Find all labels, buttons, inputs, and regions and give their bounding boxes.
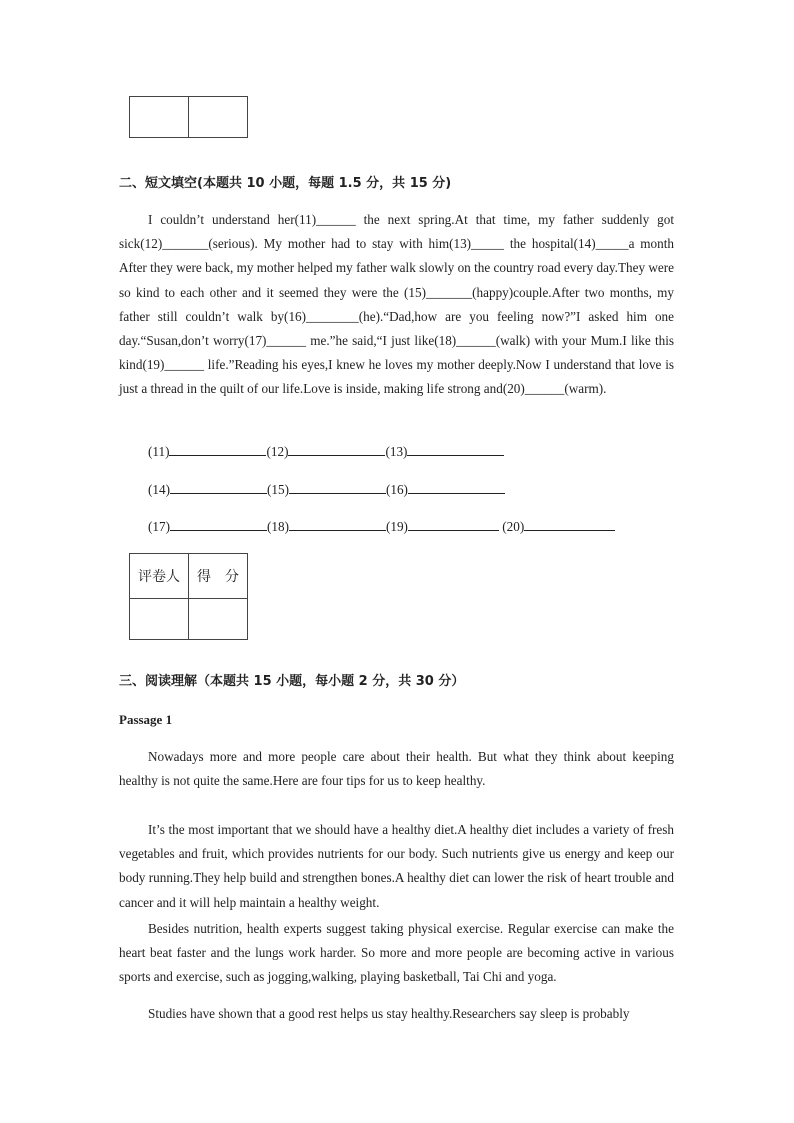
answer-blank-18[interactable] <box>289 517 386 531</box>
answer-label-18: (18) <box>266 519 289 534</box>
answer-label-19: (19) <box>385 519 408 534</box>
grader-label: 评卷人 <box>130 554 189 599</box>
answer-row-3 <box>148 517 615 535</box>
answer-label-16: (16) <box>385 482 408 497</box>
answer-label-13: (13) <box>385 444 408 459</box>
answer-blank-16[interactable] <box>408 480 505 494</box>
answer-blank-12[interactable] <box>288 442 385 456</box>
answer-blank-11[interactable] <box>169 442 266 456</box>
reading-paragraph: Studies have shown that a good rest helps us stay healthy.Researchers say sleep is probably <box>148 1006 630 1021</box>
grader-cell <box>130 599 189 640</box>
score-cell <box>189 599 248 640</box>
answer-blank-13[interactable] <box>407 442 504 456</box>
score-cell-right <box>189 97 248 138</box>
passage-title: Passage 1 <box>119 712 173 727</box>
reading-paragraph: It’s the most important that we should have a healthy diet.A healthy diet includes a variety of fresh vegetables and fruit, which provides nutrients for our body. Such nutrients give us energy and keep our body running.They help build and strengthen bones.A healthy diet can lower the risk of heart trouble and cancer and it will help maintain a healthy weight. <box>119 822 674 910</box>
answer-label-20: (20) <box>502 519 525 534</box>
answer-row-1 <box>148 442 504 460</box>
answer-label-15: (15) <box>266 482 289 497</box>
score-cell-left <box>130 97 189 138</box>
section3-heading: 三、阅读理解（本题共 15 小题，每小题 2 分，共 30 分） <box>119 674 465 689</box>
answer-label-14: (14) <box>148 482 170 497</box>
answer-blank-20[interactable] <box>524 517 615 531</box>
grader-score-box <box>129 553 248 640</box>
section2-heading: 二、短文填空(本题共 10 小题，每题 1.5 分，共 15 分) <box>119 176 452 191</box>
answer-blank-14[interactable] <box>170 480 267 494</box>
answer-row-2 <box>148 480 505 498</box>
answer-label-11: (11) <box>148 444 170 459</box>
answer-blank-19[interactable] <box>408 517 499 531</box>
reading-paragraph: Besides nutrition, health experts suggest taking physical exercise. Regular exercise can make the heart beat faster and the lungs work harder. So more and more people are becoming active in various sports and exercise, such as jogging,walking, playing basketball, Tai Chi and yoga. <box>119 921 674 985</box>
answer-label-17: (17) <box>148 519 170 534</box>
answer-blank-17[interactable] <box>170 517 267 531</box>
section2-passage: I couldn’t understand her(11)______ the next spring.At that time, my father suddenly got sick(12)_______(serious). My mother had to stay with him(13)_____ the hospital(14)_____a month After they were back, my mother helped my father walk slowly on the country road every day.They were so kind to each other and it seemed they were the (15)_______(happy)couple.After two months, my father still couldn’t walk by(16)________(he).“Dad,how are you feeling now?”I asked him one day.“Susan,don’t worry(17)______ me.”he said,“I just like(18)______(walk) with your Mum.I like this kind(19)______ life.”Reading his eyes,I knew he loves my mother deeply.Now I understand that love is just a thread in the quilt of our life.Love is inside, making life strong and(20)______(warm). <box>119 212 674 397</box>
answer-label-12: (12) <box>266 444 289 459</box>
reading-paragraph: Nowadays more and more people care about their health. But what they think about keeping healthy is not quite the same.Here are four tips for us to keep healthy. <box>119 749 674 789</box>
score-label: 得 分 <box>189 554 248 599</box>
answer-blank-15[interactable] <box>289 480 386 494</box>
top-score-box <box>129 96 248 138</box>
